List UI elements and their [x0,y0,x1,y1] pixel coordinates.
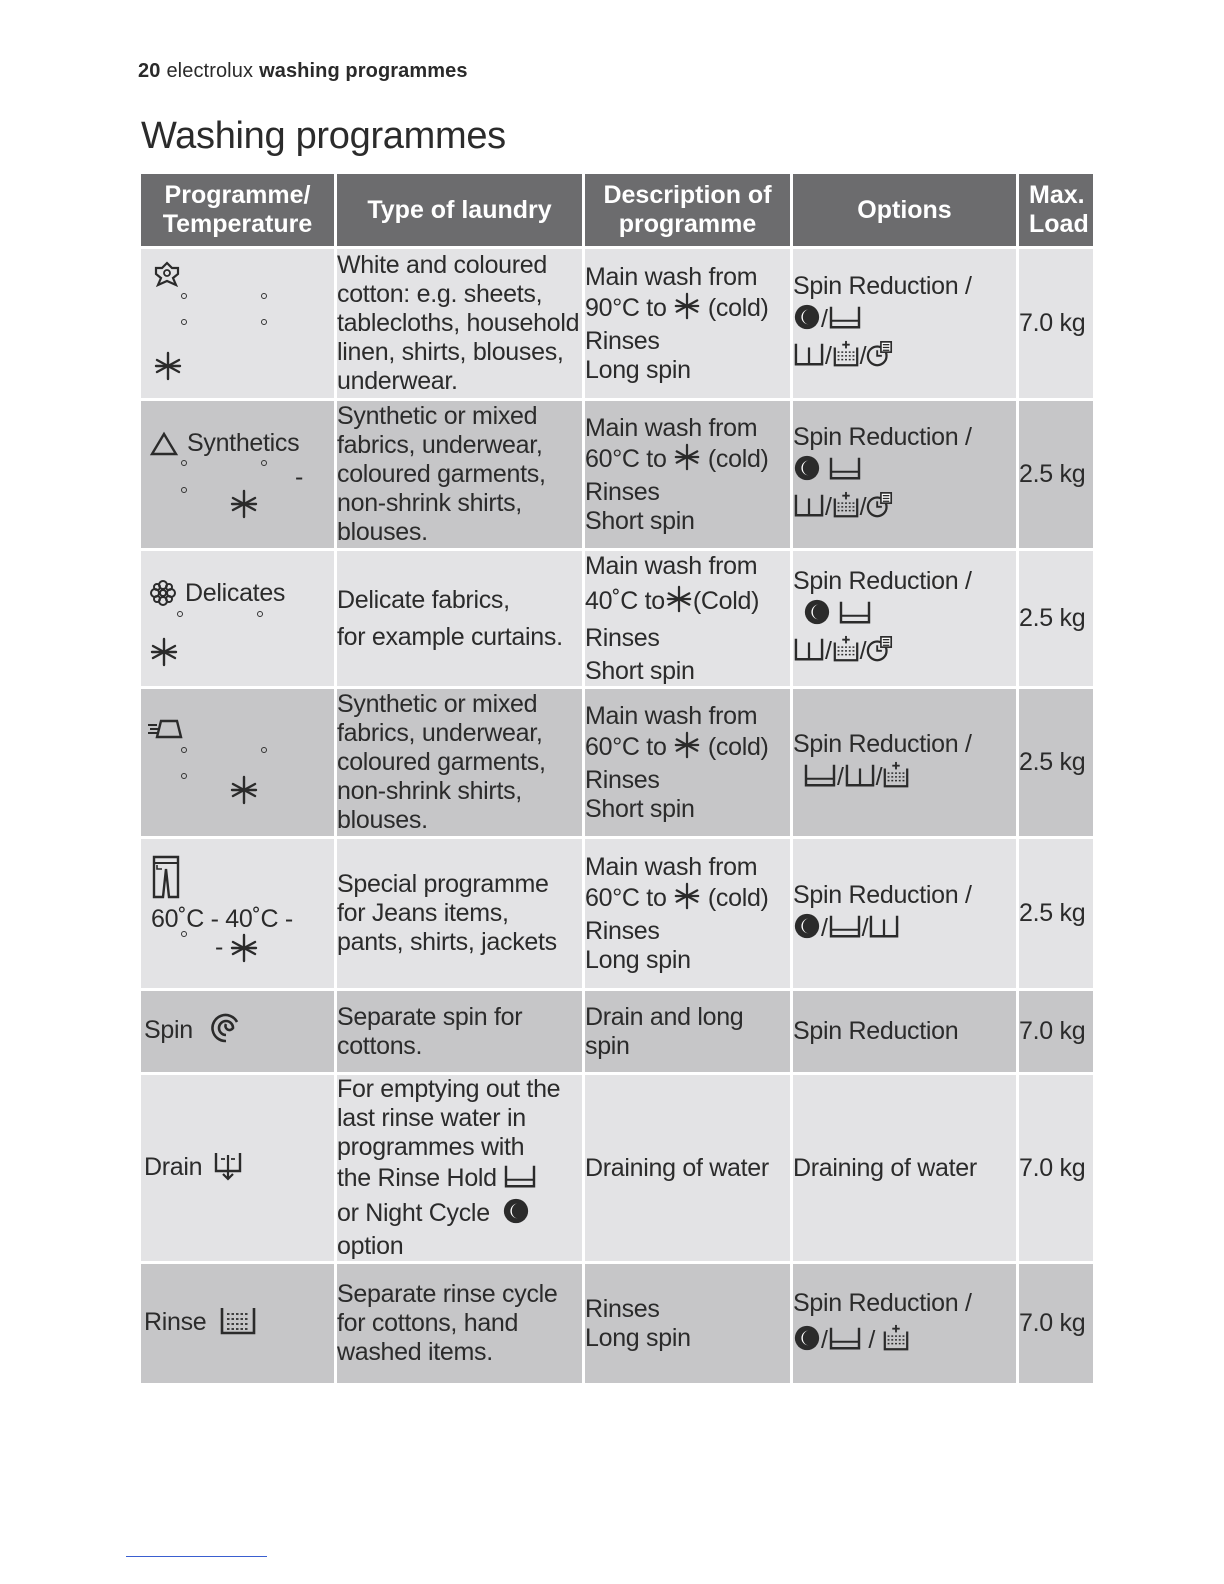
description-cell: Main wash from 90°C to (cold) Rinses Long spin [584,248,792,400]
type-cell: Separate rinse cycle for cottons, hand washed items. [336,1263,584,1385]
load-cell: 2.5 kg [1018,838,1095,990]
prewash-icon [868,912,900,947]
time-saving-icon [866,635,894,670]
page-number: 20 [138,60,161,82]
type-cell: Separate spin for cottons. [336,990,584,1074]
programme-label: Synthetics [187,429,300,457]
easy-iron-icon [147,715,185,750]
drain-icon [213,1149,243,1188]
footer-rule [126,1556,267,1557]
cold-icon [673,882,701,917]
options-cell: Spin Reduction / / / [792,838,1018,990]
cold-icon [153,351,183,388]
rinse-hold-icon [828,1324,862,1359]
cotton-icon [151,259,183,298]
col-header-description: Description of programme [584,173,792,248]
night-cycle-icon [793,454,821,489]
rinse-hold-icon [503,1162,537,1197]
extra-rinse-icon [882,761,910,796]
programme-cell [140,688,336,838]
type-cell: Special programme for Jeans items, pants, shirts, jackets [336,838,584,990]
night-cycle-icon [793,303,821,338]
load-cell: 7.0 kg [1018,1263,1095,1385]
night-cycle-icon [502,1197,530,1232]
cold-icon [673,443,701,478]
programme-cell [140,1074,336,1263]
rinse-icon [219,1304,257,1343]
description-cell: Main wash from 60°C to (cold) Rinses Short spin [584,400,792,550]
table-row [140,838,1095,990]
extra-rinse-icon [832,635,860,670]
load-cell: 2.5 kg [1018,688,1095,838]
load-cell: 7.0 kg [1018,1074,1095,1263]
programme-label: Spin [144,1016,193,1045]
table-row [140,248,1095,400]
delicates-icon [149,579,177,614]
extra-rinse-icon [832,491,860,526]
description-cell: Rinses Long spin [584,1263,792,1385]
programme-cell [140,990,336,1074]
table-row [140,990,1095,1074]
table-row [140,1263,1095,1385]
options-cell: Spin Reduction / / / [792,1263,1018,1385]
cold-icon [673,292,701,327]
load-cell: 7.0 kg [1018,990,1095,1074]
table-row [140,400,1095,550]
extra-rinse-icon [882,1324,910,1359]
night-cycle-icon [793,912,821,947]
col-header-load: Max. Load [1018,173,1095,248]
brand-name: electrolux [166,60,254,82]
description-cell: Main wash from 60°C to (cold) Rinses Long spin [584,838,792,990]
rinse-hold-icon [828,912,862,947]
rinse-hold-icon [838,598,872,633]
description-cell: Main wash from 40˚C to (Cold) Rinses Short spin [584,550,792,688]
col-header-options: Options [792,173,1018,248]
table-row [140,688,1095,838]
description-cell: Drain and long spin [584,990,792,1074]
options-cell: Spin Reduction / / / [792,550,1018,688]
col-header-programme: Programme/ Temperature [140,173,336,248]
programme-cell [140,248,336,400]
programme-cell: Synthetics - [140,400,336,550]
col-header-type: Type of laundry [336,173,584,248]
cold-icon [229,489,259,526]
cold-icon [665,585,693,620]
description-cell: Draining of water [584,1074,792,1263]
table-row [140,550,1095,688]
programme-label: Delicates [185,579,286,607]
programme-label: Drain [144,1152,203,1181]
options-cell: Spin Reduction / / / [792,400,1018,550]
programme-cell [140,550,336,688]
night-cycle-icon [793,1324,821,1359]
jeans-icon [151,855,181,906]
prewash-icon [793,491,825,526]
programme-label: Rinse [144,1308,207,1337]
programme-cell: 60˚C - 40˚C - - [140,838,336,990]
night-cycle-icon [803,598,831,633]
rinse-hold-icon [803,761,837,796]
programme-temps: 60˚C - 40˚C - [151,905,293,933]
prewash-icon [793,635,825,670]
options-cell: Spin Reduction / / / / [792,248,1018,400]
options-cell: Spin Reduction [792,990,1018,1074]
page-header [138,60,468,83]
synthetics-icon [149,431,179,464]
cold-icon [229,775,259,812]
load-cell: 2.5 kg [1018,400,1095,550]
options-cell: Draining of water [792,1074,1018,1263]
rinse-hold-icon [828,303,862,338]
cold-icon [229,933,259,970]
type-cell: Synthetic or mixed fabrics, underwear, coloured garments, non-shrink shirts, blouses. [336,688,584,838]
spin-icon [210,1012,242,1051]
table-row [140,1074,1095,1263]
type-cell: White and coloured cotton: e.g. sheets, tablecloths, household linen, shirts, blouses, underwear. [336,248,584,400]
type-cell: Delicate fabrics, for example curtains. [336,550,584,688]
programme-cell [140,1263,336,1385]
type-cell: For emptying out the last rinse water in programmes with the Rinse Hold or Night Cycle option [336,1074,584,1263]
time-saving-icon [866,491,894,526]
load-cell: 2.5 kg [1018,550,1095,688]
cold-icon [673,731,701,766]
type-cell: Synthetic or mixed fabrics, underwear, coloured garments, non-shrink shirts, blouses. [336,400,584,550]
load-cell: 7.0 kg [1018,248,1095,400]
programmes-table [138,171,1096,1386]
description-cell: Main wash from 60°C to (cold) Rinses Short spin [584,688,792,838]
page-title: Washing programmes [141,115,506,157]
options-cell: Spin Reduction / / / [792,688,1018,838]
rinse-hold-icon [828,454,862,489]
extra-rinse-icon [832,340,860,375]
section-name: washing programmes [259,60,468,82]
cold-icon [149,637,179,674]
prewash-icon [793,340,825,375]
time-saving-icon [866,340,894,375]
prewash-icon [844,761,876,796]
